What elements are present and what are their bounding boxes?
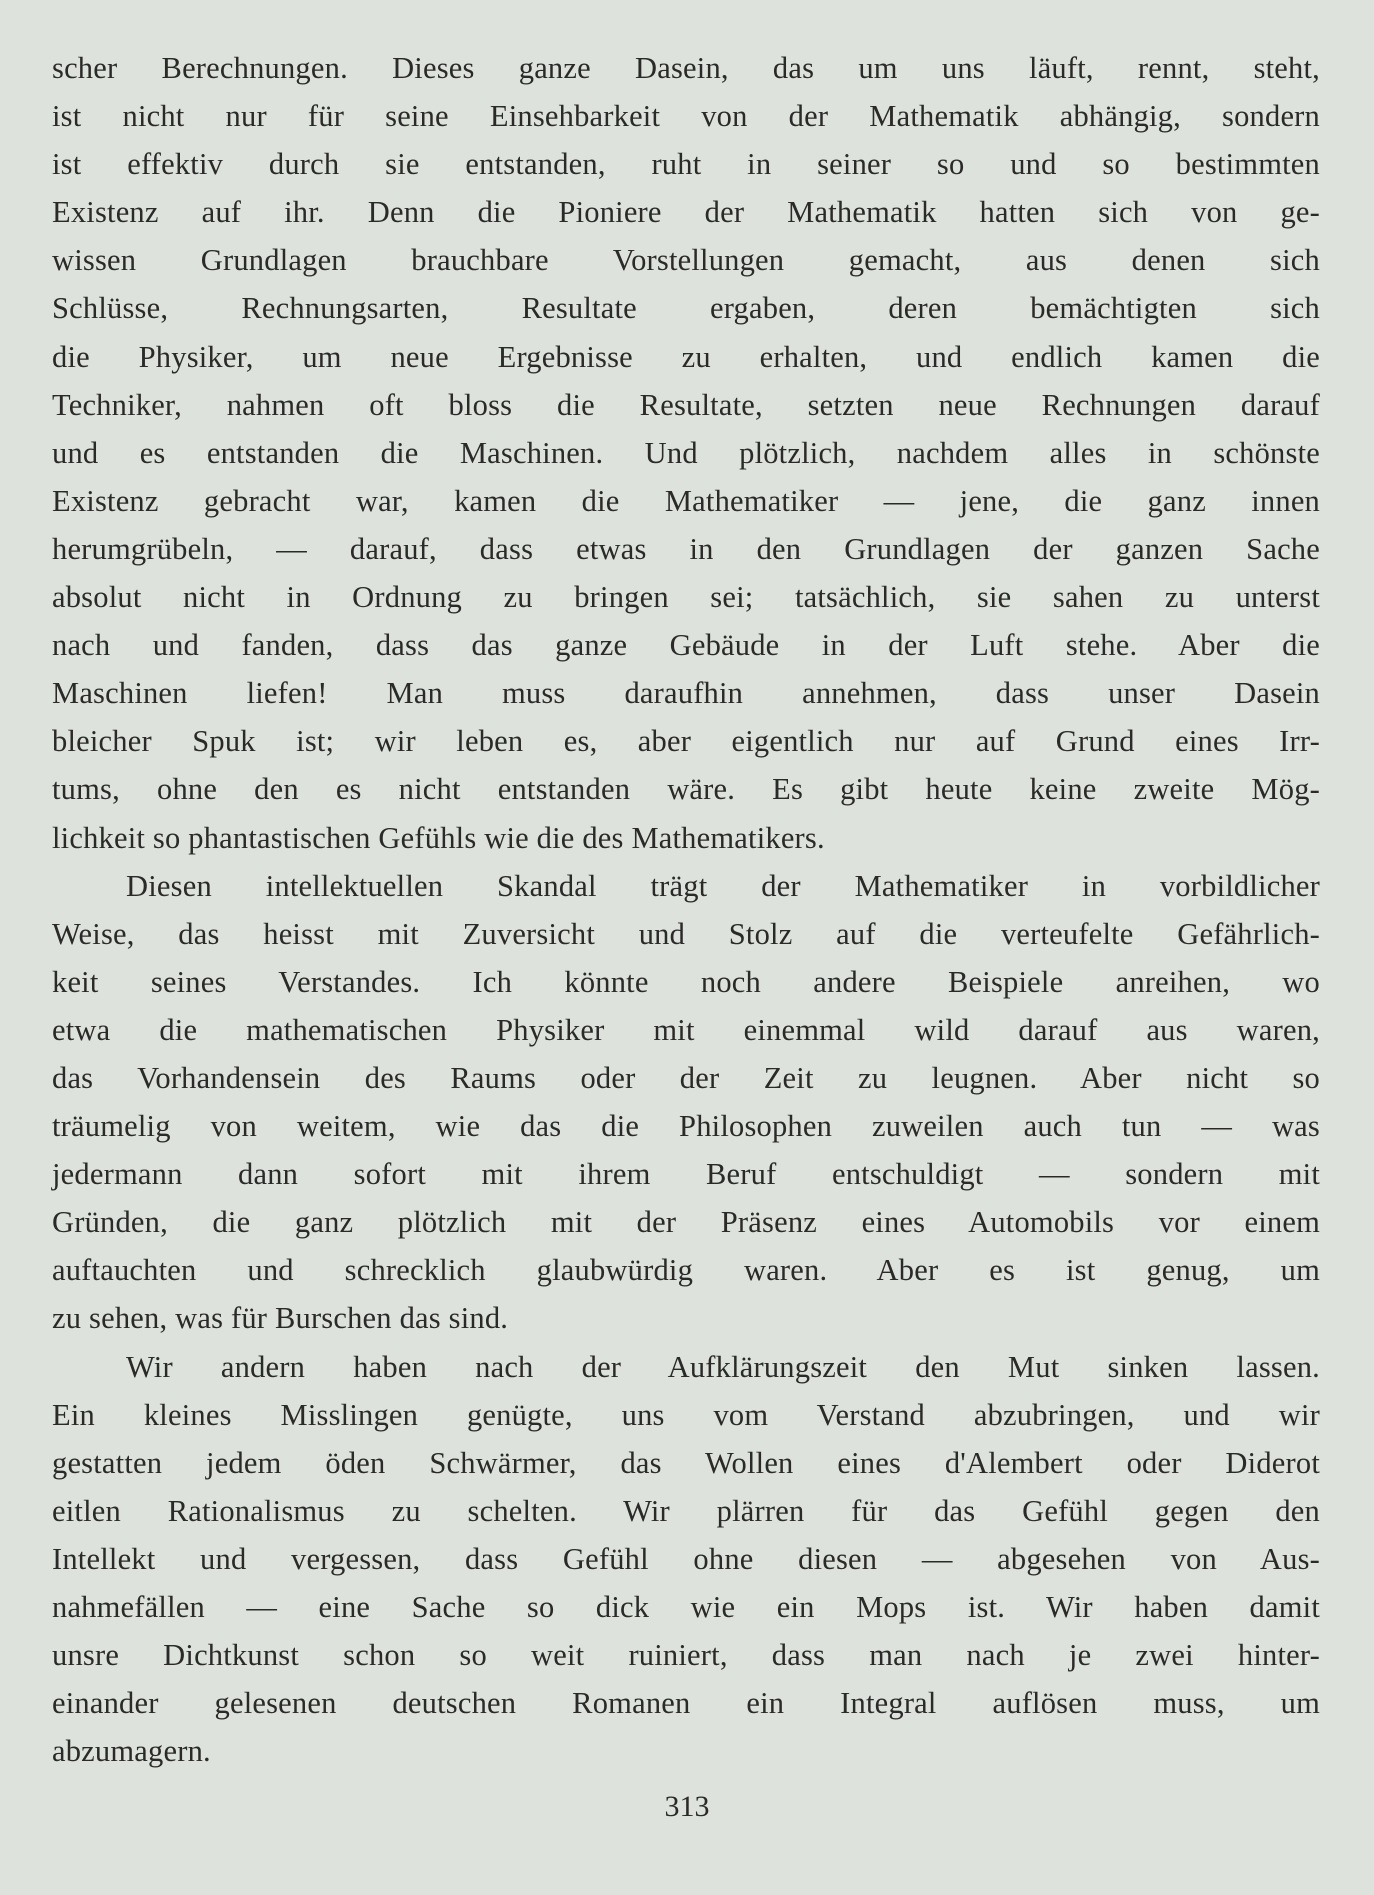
- text-line: Ein kleines Misslingen genügte, uns vom Verstand abzubringen, und wir: [52, 1397, 1320, 1432]
- text-line: Wir andern haben nach der Aufklärungszeit den Mut sinken lassen.: [126, 1349, 1320, 1384]
- text-line: zu sehen, was für Burschen das sind.: [52, 1301, 509, 1336]
- text-line: wissen Grundlagen brauchbare Vorstellungen gemacht, aus denen sich: [52, 243, 1320, 278]
- text-line: einander gelesenen deutschen Romanen ein Integral auflösen muss, um: [52, 1686, 1320, 1721]
- text-line: träumelig von weitem, wie das die Philosophen zuweilen auch tun — was: [52, 1109, 1320, 1144]
- page-number: 313: [664, 1790, 710, 1823]
- text-line: absolut nicht in Ordnung zu bringen sei; tatsächlich, sie sahen zu unterst: [52, 580, 1320, 615]
- text-line: bleicher Spuk ist; wir leben es, aber eigentlich nur auf Grund eines Irr-: [52, 724, 1320, 759]
- page-body: [52, 44, 1320, 1775]
- text-line: ist nicht nur für seine Einsehbarkeit von der Mathematik abhängig, sondern: [52, 99, 1320, 134]
- text-line: Existenz gebracht war, kamen die Mathematiker — jene, die ganz innen: [52, 483, 1320, 518]
- text-line: Diesen intellektuellen Skandal trägt der Mathematiker in vorbildlicher: [126, 868, 1320, 903]
- text-line: eitlen Rationalismus zu schelten. Wir plärren für das Gefühl gegen den: [52, 1493, 1320, 1528]
- text-line: lichkeit so phantastischen Gefühls wie die des Mathematikers.: [52, 820, 825, 855]
- text-line: Intellekt und vergessen, dass Gefühl ohne diesen — abgesehen von Aus-: [52, 1541, 1320, 1576]
- text-line: keit seines Verstandes. Ich könnte noch andere Beispiele anreihen, wo: [52, 964, 1320, 999]
- text-line: Weise, das heisst mit Zuversicht und Stolz auf die verteufelte Gefährlich-: [52, 916, 1320, 951]
- text-line: etwa die mathematischen Physiker mit einemmal wild darauf aus waren,: [52, 1012, 1320, 1047]
- text-line: die Physiker, um neue Ergebnisse zu erhalten, und endlich kamen die: [52, 339, 1320, 374]
- text-line: nahmefällen — eine Sache so dick wie ein Mops ist. Wir haben damit: [52, 1590, 1320, 1624]
- text-line: auftauchten und schrecklich glaubwürdig waren. Aber es ist genug, um: [52, 1253, 1320, 1288]
- text-line: Gründen, die ganz plötzlich mit der Präsenz eines Automobils vor einem: [52, 1205, 1320, 1240]
- text-line: jedermann dann sofort mit ihrem Beruf entschuldigt — sondern mit: [52, 1157, 1320, 1192]
- text-line: nach und fanden, dass das ganze Gebäude in der Luft stehe. Aber die: [52, 628, 1320, 663]
- text-line: Techniker, nahmen oft bloss die Resultate, setzten neue Rechnungen darauf: [52, 387, 1320, 422]
- text-line: herumgrübeln, — darauf, dass etwas in den Grundlagen der ganzen Sache: [52, 531, 1320, 566]
- text-line: scher Berechnungen. Dieses ganze Dasein, das um uns läuft, rennt, steht,: [52, 51, 1320, 85]
- text-line: Maschinen liefen! Man muss daraufhin annehmen, dass unser Dasein: [52, 676, 1320, 711]
- text-line: das Vorhandensein des Raums oder der Zeit zu leugnen. Aber nicht so: [52, 1060, 1320, 1095]
- text-line: unsre Dichtkunst schon so weit ruiniert, dass man nach je zwei hinter-: [52, 1638, 1320, 1673]
- text-line: tums, ohne den es nicht entstanden wäre. Es gibt heute keine zweite Mög-: [52, 772, 1320, 807]
- text-line: gestatten jedem öden Schwärmer, das Wollen eines d'Alembert oder Diderot: [52, 1445, 1320, 1480]
- text-line: abzumagern.: [52, 1734, 211, 1769]
- text-line: Schlüsse, Rechnungsarten, Resultate ergaben, deren bemächtigten sich: [52, 291, 1320, 326]
- text-line: Existenz auf ihr. Denn die Pioniere der Mathematik hatten sich von ge-: [52, 195, 1320, 230]
- text-line: ist effektiv durch sie entstanden, ruht in seiner so und so bestimmten: [52, 147, 1320, 182]
- text-line: und es entstanden die Maschinen. Und plötzlich, nachdem alles in schönste: [52, 435, 1320, 470]
